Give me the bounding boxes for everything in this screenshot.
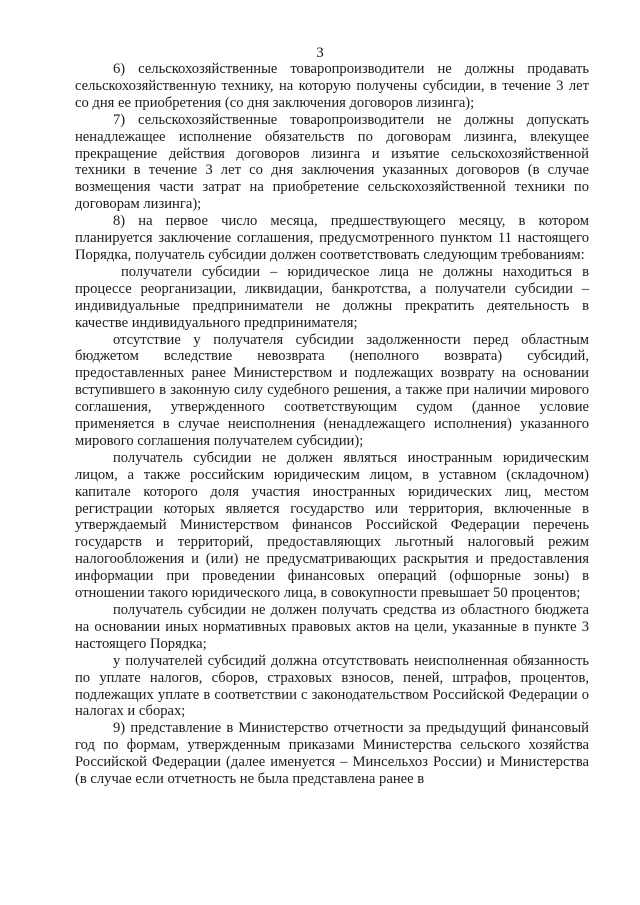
paragraph-item-7: 7) сельскохозяйственные товаропроизводители не должны допускать ненадлежащее исполнение обязательств по договорам лизинга, влекущее прекращение действия договоров лизинга и изъятие сельскохозяйственной техники в течение 3 лет со дня заключения указанных договоров (в случае возмещения части затрат на приобретение сельскохозяйственной техники по договорам лизинга);: [75, 111, 589, 213]
paragraph-requirement-no-debt: отсутствие у получателя субсидии задолженности перед областным бюджетом вследствие невозврата (неполного возврата) субсидий, предоставленных ранее Министерством и подлежащих возврату на основании вступившего в законную силу судебного решения, а также при наличии мирового соглашения, утвержденного соответствующим судом (данное условие применяется в случае неисполнения (ненадлежащего исполнения) указанного мирового соглашения получателем субсидии);: [75, 331, 589, 449]
paragraph-requirement-no-tax-debt: у получателей субсидий должна отсутствовать неисполненная обязанность по уплате налогов, сборов, страховых взносов, пеней, штрафов, процентов, подлежащих уплате в соответствии с законодательством Российской Федерации о налогах и сборах;: [75, 652, 589, 720]
paragraph-item-9: 9) представление в Министерство отчетности за предыдущий финансовый год по формам, утвержденным приказами Министерства сельского хозяйства Российской Федерации (далее именуется – Минсельхоз России) и Министерства (в случае если отчетность не была представлена ранее в: [75, 720, 589, 788]
paragraph-requirement-no-other-funds: получатель субсидии не должен получать средства из областного бюджета на основании иных нормативных правовых актов на цели, указанные в пункте 3 настоящего Порядка;: [75, 602, 589, 652]
paragraph-item-6: 6) сельскохозяйственные товаропроизводители не должны продавать сельскохозяйственную технику, на которую получены субсидии, в течение 3 лет со дня ее приобретения (со дня заключения договоров лизинга);: [75, 61, 589, 111]
document-body: [75, 61, 589, 788]
paragraph-requirement-not-foreign: получатель субсидии не должен являться иностранным юридическим лицом, а также российским юридическим лицом, в уставном (складочном) капитале которого доля участия иностранных юридических лиц, местом регистрации которых является государство или территория, включенные в утверждаемый Министерством финансов Российской Федерации перечень государств и территорий, предоставляющих льготный налоговый режим налогообложения и (или) не предусматривающих раскрытия и предоставления информации при проведении финансовых операций (офшорные зоны) в отношении такого юридического лица, в совокупности превышает 50 процентов;: [75, 449, 589, 602]
paragraph-requirement-reorganization: получатели субсидии – юридическое лица не должны находиться в процессе реорганизации, ликвидации, банкротства, а получатели субсидии – индивидуальные предприниматели не должны прекратить деятельность в качестве индивидуального предпринимателя;: [75, 263, 589, 331]
paragraph-item-8: 8) на первое число месяца, предшествующего месяцу, в котором планируется заключение соглашения, предусмотренного пунктом 11 настоящего Порядка, получатель субсидии должен соответствовать следующим требованиям:: [75, 213, 589, 263]
page-number: 3: [316, 45, 324, 61]
